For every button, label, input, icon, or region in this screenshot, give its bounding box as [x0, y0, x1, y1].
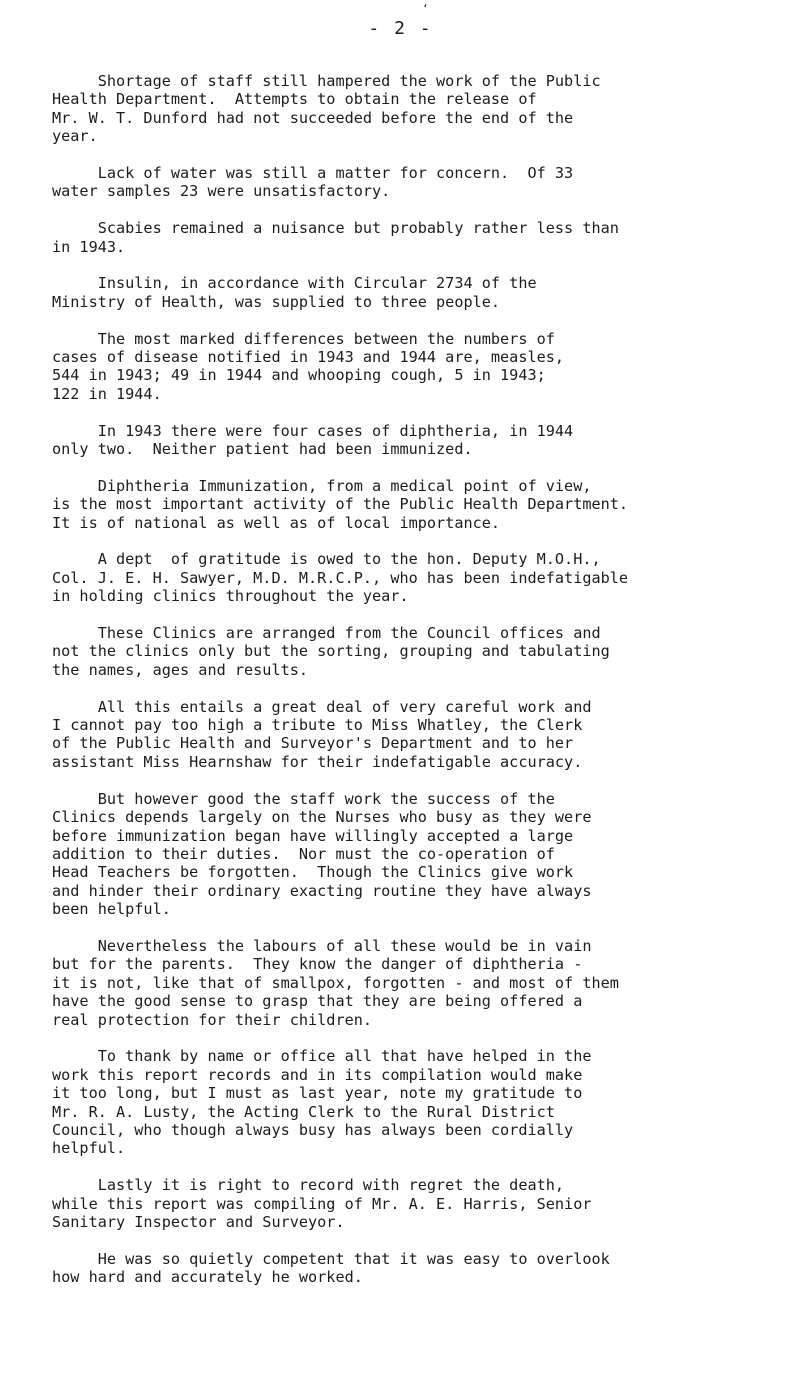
stray-mark: ‘ — [422, 2, 429, 15]
paragraph-insulin: Insulin, in accordance with Circular 2734 of the Ministry of Health, was supplied to three people. — [52, 274, 537, 311]
paragraph-clinics-arranged: These Clinics are arranged from the Council offices and not the clinics only but the sorting, grouping and tabulating the names, ages and results. — [52, 624, 610, 679]
page-number: - 2 - — [368, 18, 433, 39]
paragraph-parents: Nevertheless the labours of all these would be in vain but for the parents. They know the danger of diphtheria - it is not, like that of smallpox, forgotten - and most of them have the good sense to grasp that they are being offered a real protection for their children. — [52, 936, 619, 1029]
paragraph-staff-shortage: Shortage of staff still hampered the work of the Public Health Department. Attempts to obtain the release of Mr. W. T. Dunford had not succeeded before the end of the year. — [52, 72, 601, 146]
paragraph-gratitude-deputy: A dept of gratitude is owed to the hon. Deputy M.O.H., Col. J. E. H. Sawyer, M.D. M.R.C.P., who has been indefatigable in holding clinics throughout the year. — [52, 550, 629, 606]
paragraph-immunization-importance: Diphtheria Immunization, from a medical point of view, is the most important activity of the Public Health Department. It is of national as well as of local importance. — [52, 476, 629, 532]
paragraph-scabies: Scabies remained a nuisance but probably rather less than in 1943. — [52, 219, 619, 256]
paragraph-tribute-clerks: All this entails a great deal of very careful work and I cannot pay too high a tribute to Miss Whatley, the Clerk of the Public Health and Surveyor's Department and to her assistant Miss Hearnshaw for their indefatigable accuracy. — [52, 697, 592, 771]
paragraph-water-samples: Lack of water was still a matter for concern. Of 33 water samples 23 were unsatisfactory. — [52, 164, 574, 201]
paragraph-diphtheria-cases: In 1943 there were four cases of diphtheria, in 1944 only two. Neither patient had been immunized. — [52, 421, 574, 459]
paragraph-competence: He was so quietly competent that it was easy to overlook how hard and accurately he worked. — [52, 1249, 610, 1287]
paragraph-nurses-teachers: But however good the staff work the success of the Clinics depends largely on the Nurses who busy as they were before immunization began have willingly accepted a large addition to their duties. Nor must the co-operation of Head Teachers be forgotten. Though the Clinics give work and hinder their ordinary exacting routine they have always been helpful. — [52, 789, 592, 919]
report-body — [52, 72, 752, 1305]
paragraph-thanks: To thank by name or office all that have helped in the work this report records and in its compilation would make it too long, but I must as last year, note my gratitude to Mr. R. A. Lusty, the Acting Clerk to the Rural District Council, who though always busy has always been cordially helpful. — [52, 1047, 592, 1158]
paragraph-death-record: Lastly it is right to record with regret the death, while this report was compiling of Mr. A. E. Harris, Senior Sanitary Inspector and Surveyor. — [52, 1176, 592, 1231]
paragraph-disease-differences: The most marked differences between the numbers of cases of disease notified in 1943 and 1944 are, measles, 544 in 1943; 49 in 1944 and whooping cough, 5 in 1943; 122 in 1944. — [52, 329, 565, 403]
